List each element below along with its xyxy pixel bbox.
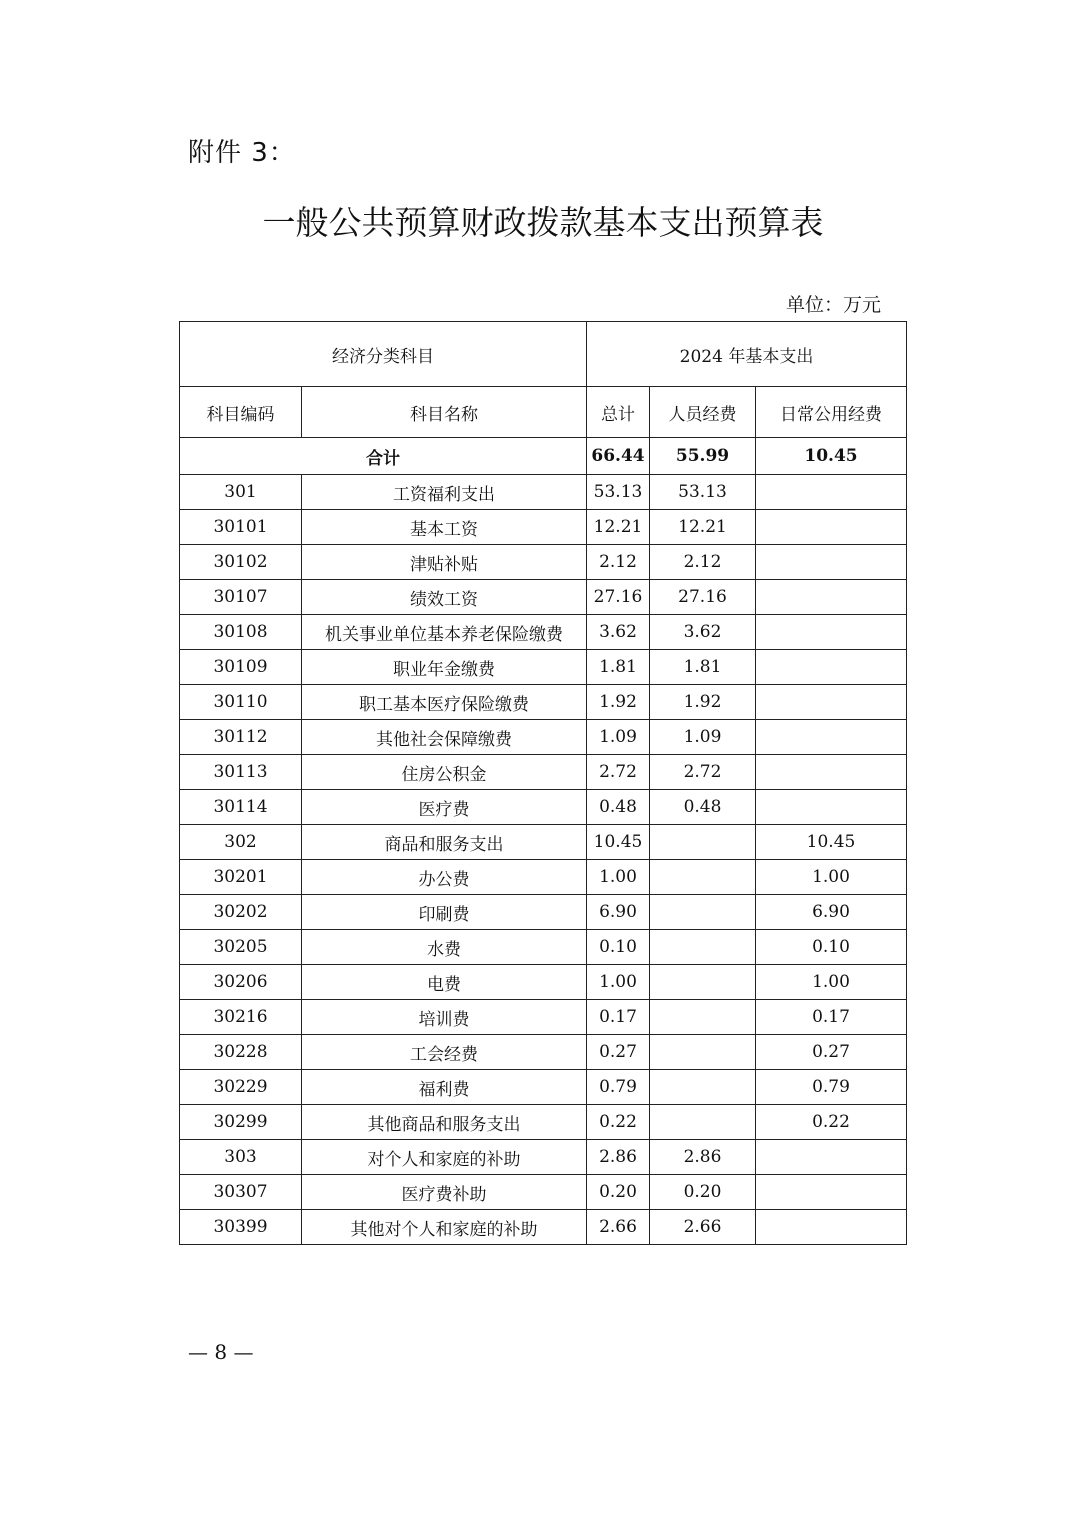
table-row xyxy=(180,755,907,790)
table-row xyxy=(180,1140,907,1175)
personnel-cell xyxy=(650,860,756,895)
name-cell: 基本工资 xyxy=(302,510,587,545)
total-cell: 0.79 xyxy=(587,1070,650,1105)
table-row xyxy=(180,685,907,720)
public-cell xyxy=(756,580,907,615)
name-cell: 绩效工资 xyxy=(302,580,587,615)
code-cell: 30108 xyxy=(180,615,302,650)
table-row xyxy=(180,1210,907,1245)
table-row xyxy=(180,930,907,965)
personnel-cell xyxy=(650,1000,756,1035)
public-cell: 1.00 xyxy=(756,860,907,895)
personnel-cell xyxy=(650,895,756,930)
total-cell: 1.81 xyxy=(587,650,650,685)
total-cell: 1.00 xyxy=(587,965,650,1000)
name-cell: 医疗费 xyxy=(302,790,587,825)
name-cell: 机关事业单位基本养老保险缴费 xyxy=(302,615,587,650)
grand-personnel-value: 55.99 xyxy=(650,438,756,475)
total-cell: 1.92 xyxy=(587,685,650,720)
code-cell: 30205 xyxy=(180,930,302,965)
total-cell: 10.45 xyxy=(587,825,650,860)
table-row xyxy=(180,475,907,510)
total-cell: 2.66 xyxy=(587,1210,650,1245)
name-cell: 培训费 xyxy=(302,1000,587,1035)
code-cell: 30107 xyxy=(180,580,302,615)
attachment-label: 附件 3： xyxy=(188,138,296,168)
code-cell: 30206 xyxy=(180,965,302,1000)
classification-header: 经济分类科目 xyxy=(180,322,587,387)
name-cell: 印刷费 xyxy=(302,895,587,930)
public-cell xyxy=(756,685,907,720)
table-row xyxy=(180,895,907,930)
total-column-header: 总计 xyxy=(587,387,650,438)
total-cell: 53.13 xyxy=(587,475,650,510)
public-cell xyxy=(756,545,907,580)
code-cell: 30110 xyxy=(180,685,302,720)
public-cell xyxy=(756,1140,907,1175)
personnel-cell: 1.92 xyxy=(650,685,756,720)
code-cell: 30101 xyxy=(180,510,302,545)
total-cell: 1.00 xyxy=(587,860,650,895)
name-cell: 工会经费 xyxy=(302,1035,587,1070)
public-cell xyxy=(756,1175,907,1210)
total-cell: 0.27 xyxy=(587,1035,650,1070)
page-title: 一般公共预算财政拨款基本支出预算表 xyxy=(262,203,824,242)
total-cell: 0.22 xyxy=(587,1105,650,1140)
code-cell: 30113 xyxy=(180,755,302,790)
table-row xyxy=(180,1175,907,1210)
personnel-cell xyxy=(650,930,756,965)
table-row xyxy=(180,1035,907,1070)
public-cell xyxy=(756,650,907,685)
code-cell: 30112 xyxy=(180,720,302,755)
public-cell xyxy=(756,790,907,825)
personnel-cell xyxy=(650,1105,756,1140)
name-cell: 职工基本医疗保险缴费 xyxy=(302,685,587,720)
name-cell: 商品和服务支出 xyxy=(302,825,587,860)
personnel-cell: 1.81 xyxy=(650,650,756,685)
total-cell: 0.20 xyxy=(587,1175,650,1210)
name-cell: 其他社会保障缴费 xyxy=(302,720,587,755)
grand-public-value: 10.45 xyxy=(756,438,907,475)
total-cell: 0.10 xyxy=(587,930,650,965)
personnel-column-header: 人员经费 xyxy=(650,387,756,438)
public-cell: 0.79 xyxy=(756,1070,907,1105)
column-header-row xyxy=(180,387,907,438)
total-cell: 0.17 xyxy=(587,1000,650,1035)
total-label: 合计 xyxy=(180,438,587,475)
personnel-cell: 27.16 xyxy=(650,580,756,615)
code-cell: 30102 xyxy=(180,545,302,580)
unit-label: 单位：万元 xyxy=(786,294,882,316)
code-cell: 302 xyxy=(180,825,302,860)
name-cell: 其他商品和服务支出 xyxy=(302,1105,587,1140)
total-cell: 1.09 xyxy=(587,720,650,755)
code-cell: 30202 xyxy=(180,895,302,930)
name-cell: 水费 xyxy=(302,930,587,965)
total-cell: 2.86 xyxy=(587,1140,650,1175)
public-column-header: 日常公用经费 xyxy=(756,387,907,438)
total-cell: 6.90 xyxy=(587,895,650,930)
public-cell xyxy=(756,755,907,790)
public-cell: 0.10 xyxy=(756,930,907,965)
public-cell xyxy=(756,510,907,545)
name-cell: 住房公积金 xyxy=(302,755,587,790)
total-cell: 2.72 xyxy=(587,755,650,790)
code-cell: 30228 xyxy=(180,1035,302,1070)
name-cell: 津贴补贴 xyxy=(302,545,587,580)
total-row xyxy=(180,438,907,475)
total-cell: 0.48 xyxy=(587,790,650,825)
expenditure-header: 2024 年基本支出 xyxy=(587,322,907,387)
personnel-cell: 1.09 xyxy=(650,720,756,755)
code-column-header: 科目编码 xyxy=(180,387,302,438)
code-cell: 30399 xyxy=(180,1210,302,1245)
code-cell: 30201 xyxy=(180,860,302,895)
table-row xyxy=(180,860,907,895)
table-row xyxy=(180,1000,907,1035)
personnel-cell xyxy=(650,1035,756,1070)
public-cell: 10.45 xyxy=(756,825,907,860)
name-cell: 其他对个人和家庭的补助 xyxy=(302,1210,587,1245)
table-row xyxy=(180,1105,907,1140)
public-cell xyxy=(756,1210,907,1245)
personnel-cell xyxy=(650,825,756,860)
page-number: — 8 — xyxy=(188,1340,254,1364)
name-cell: 医疗费补助 xyxy=(302,1175,587,1210)
budget-table xyxy=(179,321,907,1245)
name-cell: 福利费 xyxy=(302,1070,587,1105)
personnel-cell: 2.72 xyxy=(650,755,756,790)
grand-total-value: 66.44 xyxy=(587,438,650,475)
personnel-cell: 53.13 xyxy=(650,475,756,510)
table-row xyxy=(180,650,907,685)
code-cell: 301 xyxy=(180,475,302,510)
name-cell: 办公费 xyxy=(302,860,587,895)
code-cell: 303 xyxy=(180,1140,302,1175)
total-cell: 27.16 xyxy=(587,580,650,615)
personnel-cell xyxy=(650,1070,756,1105)
public-cell: 6.90 xyxy=(756,895,907,930)
public-cell: 0.27 xyxy=(756,1035,907,1070)
table-row xyxy=(180,720,907,755)
group-header-row xyxy=(180,322,907,387)
name-cell: 工资福利支出 xyxy=(302,475,587,510)
table-row xyxy=(180,545,907,580)
name-cell: 电费 xyxy=(302,965,587,1000)
table-row xyxy=(180,965,907,1000)
code-cell: 30299 xyxy=(180,1105,302,1140)
code-cell: 30229 xyxy=(180,1070,302,1105)
code-cell: 30307 xyxy=(180,1175,302,1210)
code-cell: 30109 xyxy=(180,650,302,685)
personnel-cell: 3.62 xyxy=(650,615,756,650)
public-cell xyxy=(756,475,907,510)
name-column-header: 科目名称 xyxy=(302,387,587,438)
public-cell: 0.22 xyxy=(756,1105,907,1140)
table-row xyxy=(180,615,907,650)
name-cell: 职业年金缴费 xyxy=(302,650,587,685)
code-cell: 30216 xyxy=(180,1000,302,1035)
personnel-cell: 2.86 xyxy=(650,1140,756,1175)
personnel-cell: 0.48 xyxy=(650,790,756,825)
table-row xyxy=(180,580,907,615)
table-row xyxy=(180,790,907,825)
public-cell: 1.00 xyxy=(756,965,907,1000)
personnel-cell: 0.20 xyxy=(650,1175,756,1210)
public-cell xyxy=(756,720,907,755)
table-row xyxy=(180,1070,907,1105)
total-cell: 3.62 xyxy=(587,615,650,650)
table-row xyxy=(180,825,907,860)
table-row xyxy=(180,510,907,545)
name-cell: 对个人和家庭的补助 xyxy=(302,1140,587,1175)
personnel-cell: 2.66 xyxy=(650,1210,756,1245)
total-cell: 12.21 xyxy=(587,510,650,545)
personnel-cell: 12.21 xyxy=(650,510,756,545)
personnel-cell: 2.12 xyxy=(650,545,756,580)
public-cell: 0.17 xyxy=(756,1000,907,1035)
public-cell xyxy=(756,615,907,650)
total-cell: 2.12 xyxy=(587,545,650,580)
personnel-cell xyxy=(650,965,756,1000)
code-cell: 30114 xyxy=(180,790,302,825)
